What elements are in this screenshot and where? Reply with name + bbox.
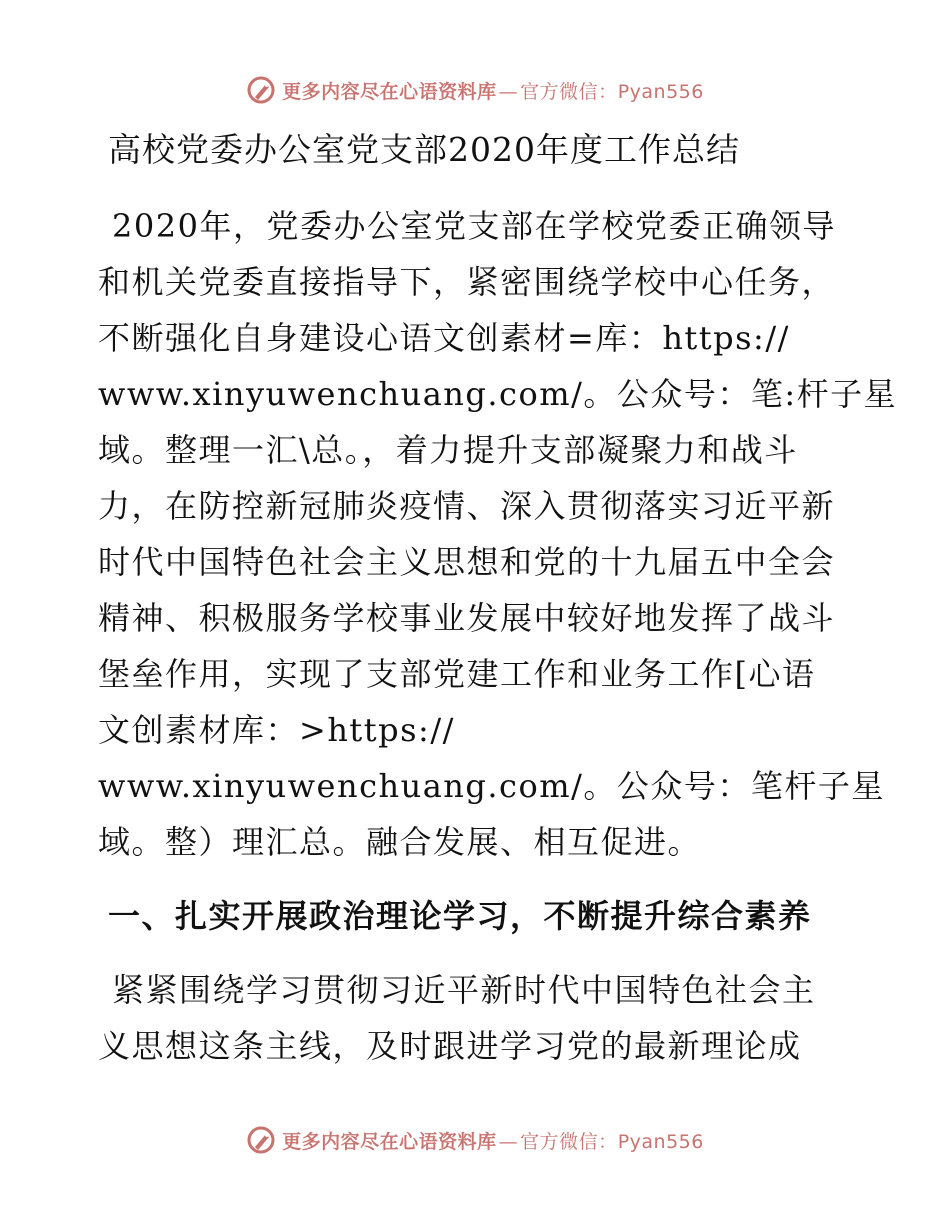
paragraph-line: www.xinyuwenchuang.com/。公众号：笔:杆子星 bbox=[98, 375, 898, 413]
paragraph-line: 紧紧围绕学习贯彻习近平新时代中国特色社会主 bbox=[112, 971, 816, 1009]
spacer bbox=[98, 944, 858, 962]
banner-dash: — bbox=[498, 80, 519, 103]
paragraph-line: 2020年，党委办公室党支部在学校党委正确领导 bbox=[112, 207, 836, 245]
footer-watermark-banner bbox=[0, 1120, 950, 1160]
paragraph-line: 精神、积极服务学校事业发展中较好地发挥了战斗 bbox=[98, 599, 836, 637]
banner-text bbox=[282, 1127, 704, 1154]
banner-wechat-label: 官方微信： bbox=[520, 80, 618, 103]
paragraph-1 bbox=[98, 198, 898, 870]
paragraph-line: 时代中国特色社会主义思想和党的十九届五中全会 bbox=[98, 543, 836, 581]
banner-dash: — bbox=[498, 1130, 519, 1153]
pen-nib-circle-icon bbox=[246, 1125, 276, 1155]
banner-main-text: 更多内容尽在心语资料库 bbox=[282, 1130, 497, 1153]
paragraph-line: 力，在防控新冠肺炎疫情、深入贯彻落实习近平新 bbox=[98, 487, 836, 525]
document-body bbox=[98, 122, 898, 1074]
paragraph-line: 域。整）理汇总。融合发展、相互促进。 bbox=[98, 823, 702, 861]
banner-text bbox=[282, 77, 704, 104]
document-title: 高校党委办公室党支部2020年度工作总结 bbox=[108, 130, 740, 169]
banner-wechat-id: Pyan556 bbox=[617, 1130, 704, 1153]
paragraph-line: www.xinyuwenchuang.com/。公众号：笔杆子星 bbox=[98, 767, 885, 805]
paragraph-line: 文创素材库：>https:// bbox=[98, 711, 455, 749]
paragraph-line: 域。整理一汇\总。，着力提升支部凝聚力和战斗 bbox=[98, 431, 798, 469]
paragraph-line: 堡垒作用，实现了支部党建工作和业务工作[心语 bbox=[98, 655, 816, 693]
banner-content bbox=[246, 75, 704, 105]
paragraph-line: 不断强化自身建设心语文创素材=库：https:// bbox=[98, 319, 790, 357]
banner-main-text: 更多内容尽在心语资料库 bbox=[282, 80, 497, 103]
paragraph-line: 和机关党委直接指导下，紧密围绕学校中心任务， bbox=[98, 263, 836, 301]
section-1-heading: 一、扎实开展政治理论学习，不断提升综合素养 bbox=[108, 897, 812, 935]
spacer bbox=[98, 870, 858, 888]
paragraph-2 bbox=[98, 962, 858, 1074]
banner-wechat-label: 官方微信： bbox=[520, 1130, 618, 1153]
banner-content bbox=[246, 1125, 704, 1155]
banner-wechat-id: Pyan556 bbox=[617, 80, 704, 103]
paragraph-line: 义思想这条主线，及时跟进学习党的最新理论成 bbox=[98, 1027, 802, 1065]
header-watermark-banner bbox=[0, 70, 950, 110]
spacer bbox=[98, 178, 858, 198]
pen-nib-circle-icon bbox=[246, 75, 276, 105]
